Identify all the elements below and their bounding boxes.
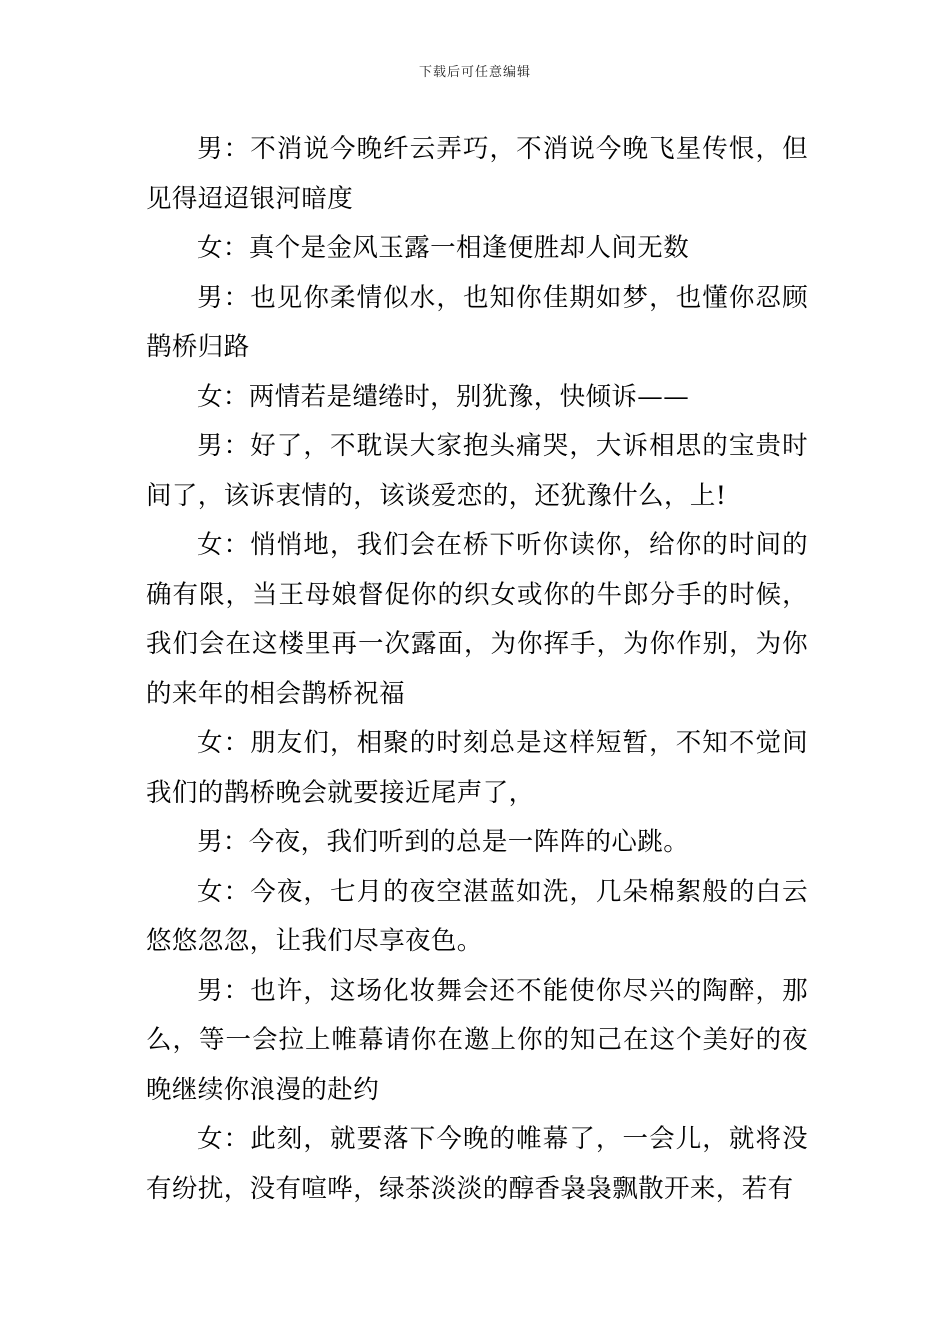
dialogue-paragraph: 男：不消说今晚纤云弄巧，不消说今晚飞星传恨，但见得迢迢银河暗度 (146, 134, 808, 214)
page-header: 下载后可任意编辑 (418, 65, 531, 80)
dialogue-paragraph: 女：真个是金风玉露一相逢便胜却人间无数 (197, 233, 690, 263)
dialogue-paragraph: 女：悄悄地，我们会在桥下听你读你，给你的时间的确有限，当王母娘督促你的织女或你的牛郎分手的时候，我们会在这楼里再一次露面，为你挥手，为你作别，为你的来年的相会鹊桥祝福 (146, 530, 808, 709)
dialogue-paragraph: 男：今夜，我们听到的总是一阵阵的心跳。 (197, 827, 690, 857)
dialogue-paragraph: 女：此刻，就要落下今晚的帷幕了，一会儿，就将没有纷扰，没有喧哗，绿茶淡淡的醇香袅袅飘散开来，若有 (146, 1124, 808, 1204)
dialogue-paragraph: 男：也见你柔情似水，也知你佳期如梦，也懂你忍顾鹊桥归路 (146, 282, 808, 362)
dialogue-paragraph: 女：今夜，七月的夜空湛蓝如洗，几朵棉絮般的白云悠悠忽忽，让我们尽享夜色。 (146, 876, 808, 956)
dialogue-paragraph: 男：也许，这场化妆舞会还不能使你尽兴的陶醉，那么，等一会拉上帷幕请你在邀上你的知己在这个美好的夜晚继续你浪漫的赴约 (146, 975, 808, 1105)
document-body (146, 125, 808, 1214)
dialogue-paragraph: 男：好了，不耽误大家抱头痛哭，大诉相思的宝贵时间了，该诉衷情的，该谈爱恋的，还犹豫什么，上! (146, 431, 808, 511)
dialogue-paragraph: 女：两情若是缱绻时，别犹豫，快倾诉—— (197, 381, 690, 412)
dialogue-paragraph: 女：朋友们，相聚的时刻总是这样短暂，不知不觉间我们的鹊桥晚会就要接近尾声了， (146, 728, 808, 808)
